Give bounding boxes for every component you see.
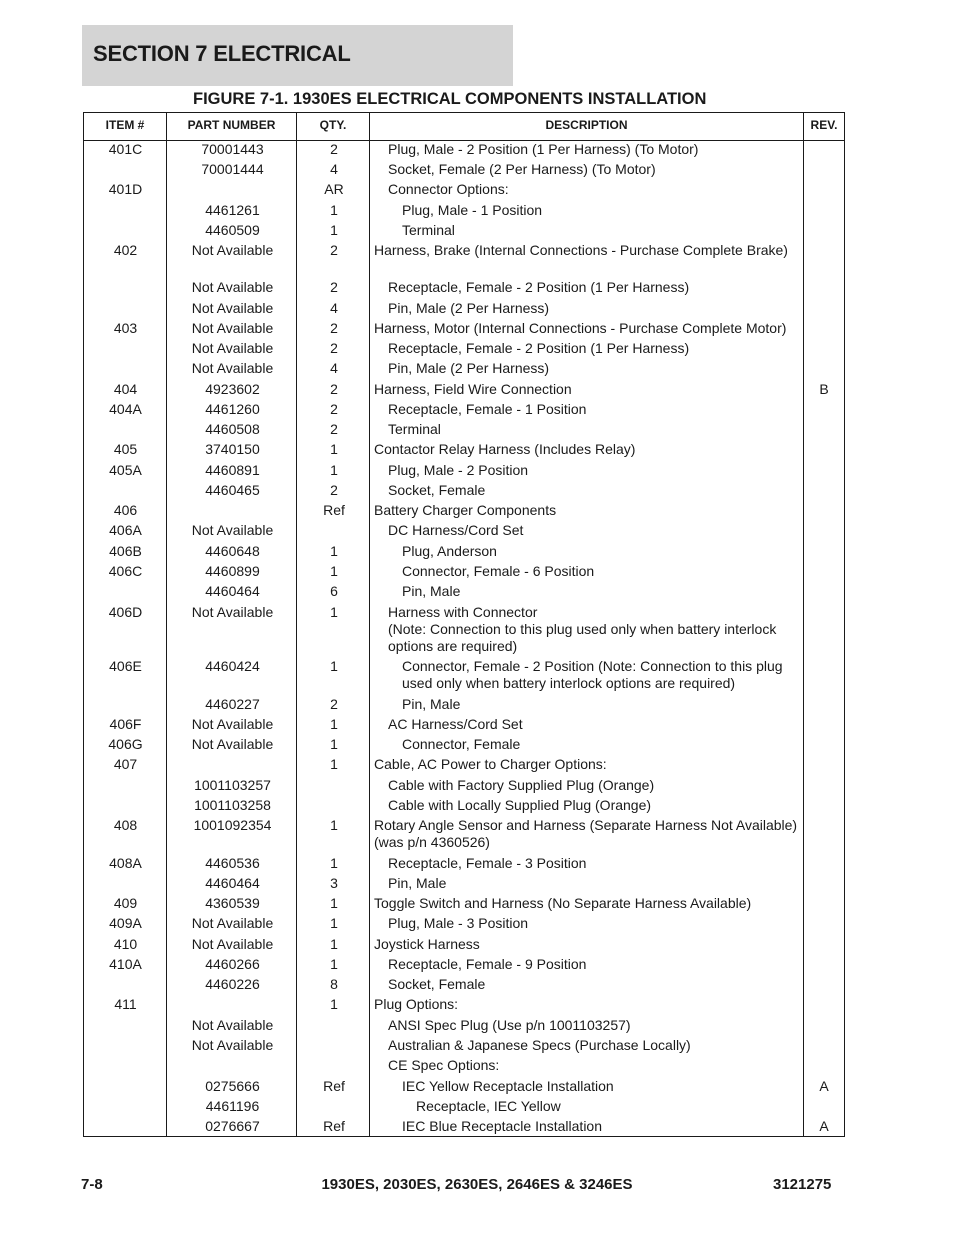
part-number-cell: 4460266 <box>205 956 260 972</box>
document-number: 3121275 <box>773 1176 832 1193</box>
part-number-cell: 4461196 <box>205 1098 260 1114</box>
table-header-row <box>84 113 844 141</box>
item-cell: 410A <box>109 956 142 972</box>
part-number-cell: 4923602 <box>205 381 260 397</box>
qty-cell: 2 <box>330 421 338 437</box>
description-cell: Connector, Female - 6 Position <box>402 563 595 579</box>
qty-cell: 4 <box>330 360 338 376</box>
qty-cell: 1 <box>330 736 338 752</box>
description-cell: Receptacle, IEC Yellow <box>416 1098 561 1114</box>
part-number-cell: 70001444 <box>201 161 264 177</box>
item-cell: 402 <box>113 242 138 258</box>
description-cell: Joystick Harness <box>374 936 480 952</box>
part-number-cell: 70001443 <box>201 141 264 157</box>
part-number-cell: Not Available <box>191 522 274 538</box>
description-cell: Plug, Male - 2 Position (1 Per Harness) (To Motor) <box>388 141 699 157</box>
qty-cell: 1 <box>330 895 338 911</box>
part-number-cell: Not Available <box>191 604 274 620</box>
part-number-cell: 4460227 <box>205 696 260 712</box>
description-cell: Plug, Male - 2 Position <box>388 462 529 478</box>
description-cell: Receptacle, Female - 2 Position (1 Per Harness) <box>388 279 690 295</box>
description-cell: Pin, Male <box>388 875 447 891</box>
qty-cell: 1 <box>330 604 338 620</box>
part-number-cell: 0276667 <box>205 1118 260 1134</box>
description-cell: Plug, Male - 1 Position <box>402 202 543 218</box>
part-number-cell: 4460899 <box>205 563 260 579</box>
item-cell: 406 <box>113 502 138 518</box>
item-cell: 411 <box>114 996 137 1012</box>
qty-cell: 1 <box>330 996 338 1012</box>
description-cell: Cable with Locally Supplied Plug (Orange) <box>388 797 652 813</box>
part-number-cell: 1001103257 <box>194 777 271 793</box>
description-cell: Pin, Male (2 Per Harness) <box>388 300 550 316</box>
footer-models: 1930ES, 2030ES, 2630ES, 2646ES & 3246ES <box>321 1176 633 1193</box>
description-cell: Receptacle, Female - 3 Position <box>388 855 587 871</box>
qty-cell: 6 <box>330 583 338 599</box>
item-cell: 406E <box>109 658 142 674</box>
part-number-cell: Not Available <box>191 360 274 376</box>
part-number-cell: 4360539 <box>205 895 260 911</box>
description-cell: Harness with Connector (Note: Connection to this plug used only when battery interlock options are required) <box>388 604 777 654</box>
item-cell: 410 <box>113 936 138 952</box>
description-cell: Plug, Male - 3 Position <box>388 915 529 931</box>
qty-cell: AR <box>324 181 344 197</box>
item-cell: 406C <box>108 563 143 579</box>
qty-cell: 2 <box>330 381 338 397</box>
part-number-cell: Not Available <box>191 736 274 752</box>
description-cell: Cable, AC Power to Charger Options: <box>374 756 607 772</box>
part-number-cell: 4460424 <box>205 658 260 674</box>
qty-cell: 1 <box>330 202 338 218</box>
part-number-cell: Not Available <box>191 320 274 336</box>
description-cell: IEC Yellow Receptacle Installation <box>402 1078 614 1094</box>
qty-cell: 1 <box>330 817 338 833</box>
item-cell: 401C <box>108 141 143 157</box>
qty-cell: 1 <box>330 716 338 732</box>
qty-cell: Ref <box>323 1078 345 1094</box>
qty-cell: 2 <box>330 320 338 336</box>
part-number-cell: 4460465 <box>205 482 260 498</box>
description-cell: Connector Options: <box>388 181 509 197</box>
description-cell: Pin, Male <box>402 696 461 712</box>
item-cell: 405A <box>109 462 142 478</box>
qty-cell: 1 <box>330 222 338 238</box>
part-number-cell: 4460536 <box>205 855 260 871</box>
description-cell: Receptacle, Female - 1 Position <box>388 401 587 417</box>
description-cell: Plug, Anderson <box>402 543 497 559</box>
part-number-cell: 0275666 <box>205 1078 260 1094</box>
part-number-cell: Not Available <box>191 936 274 952</box>
description-cell: IEC Blue Receptacle Installation <box>402 1118 602 1134</box>
item-cell: 401D <box>108 181 143 197</box>
item-cell: 409 <box>113 895 138 911</box>
qty-cell: Ref <box>323 502 345 518</box>
qty-cell: 1 <box>330 543 338 559</box>
description-cell: Harness, Field Wire Connection <box>374 381 572 397</box>
part-number-cell: 4460648 <box>205 543 260 559</box>
qty-cell: 1 <box>330 915 338 931</box>
column-header-part-number: PART NUMBER <box>187 118 276 132</box>
description-cell: AC Harness/Cord Set <box>388 716 523 732</box>
part-number-cell: 4461260 <box>205 401 260 417</box>
description-cell: Battery Charger Components <box>374 502 557 518</box>
qty-cell: Ref <box>323 1118 345 1134</box>
description-cell: Harness, Brake (Internal Connections - Purchase Complete Brake) <box>374 242 788 258</box>
qty-cell: 1 <box>330 936 338 952</box>
qty-cell: 2 <box>330 141 338 157</box>
qty-cell: 4 <box>330 161 338 177</box>
description-cell: Harness, Motor (Internal Connections - Purchase Complete Motor) <box>374 320 787 336</box>
item-cell: 406A <box>109 522 142 538</box>
qty-cell: 1 <box>330 855 338 871</box>
part-number-cell: Not Available <box>191 1037 274 1053</box>
column-header-rev: REV. <box>810 118 838 132</box>
section-title: SECTION 7 ELECTRICAL <box>93 41 351 66</box>
description-cell: Rotary Angle Sensor and Harness (Separate Harness Not Available) (was p/n 4360526) <box>374 817 798 850</box>
qty-cell: 2 <box>330 340 338 356</box>
description-cell: Plug Options: <box>374 996 459 1012</box>
item-cell: 408A <box>109 855 142 871</box>
qty-cell: 2 <box>330 696 338 712</box>
item-cell: 406F <box>109 716 142 732</box>
part-number-cell: Not Available <box>191 242 274 258</box>
item-cell: 406B <box>109 543 142 559</box>
description-cell: Connector, Female <box>402 736 521 752</box>
qty-cell: 1 <box>330 756 338 772</box>
item-cell: 407 <box>113 756 138 772</box>
rev-cell: A <box>819 1078 829 1094</box>
item-cell: 406D <box>108 604 143 620</box>
part-number-cell: 1001103258 <box>194 797 271 813</box>
part-number-cell: Not Available <box>191 1017 274 1033</box>
description-cell: Connector, Female - 2 Position (Note: Connection to this plug used only when battery interlock options are required) <box>402 658 783 691</box>
part-number-cell: 4460226 <box>205 976 260 992</box>
qty-cell: 2 <box>330 401 338 417</box>
qty-cell: 1 <box>330 563 338 579</box>
qty-cell: 2 <box>330 482 338 498</box>
description-cell: Pin, Male <box>402 583 461 599</box>
item-cell: 403 <box>113 320 138 336</box>
part-number-cell: 4460891 <box>205 462 260 478</box>
description-cell: Cable with Factory Supplied Plug (Orange) <box>388 777 655 793</box>
qty-cell: 1 <box>330 462 338 478</box>
column-header-qty: QTY. <box>319 118 347 132</box>
description-cell: Terminal <box>388 421 441 437</box>
part-number-cell: Not Available <box>191 716 274 732</box>
part-number-cell: Not Available <box>191 279 274 295</box>
item-cell: 404A <box>109 401 142 417</box>
parts-table <box>83 112 845 1137</box>
column-header-item: ITEM # <box>105 118 145 132</box>
description-cell: CE Spec Options: <box>388 1057 500 1073</box>
part-number-cell: 4460508 <box>205 421 260 437</box>
part-number-cell: 4460464 <box>205 875 260 891</box>
part-number-cell: Not Available <box>191 300 274 316</box>
qty-cell: 4 <box>330 300 338 316</box>
part-number-cell: 4461261 <box>205 202 260 218</box>
qty-cell: 3 <box>330 875 338 891</box>
qty-cell: 1 <box>330 441 338 457</box>
description-cell: Socket, Female <box>388 482 486 498</box>
rev-cell: A <box>819 1118 829 1134</box>
description-cell: Receptacle, Female - 9 Position <box>388 956 587 972</box>
description-cell: Terminal <box>402 222 455 238</box>
column-header-description: DESCRIPTION <box>545 118 628 132</box>
figure-title: FIGURE 7-1. 1930ES ELECTRICAL COMPONENTS INSTALLATION <box>193 90 707 108</box>
description-cell: Australian & Japanese Specs (Purchase Locally) <box>388 1037 691 1053</box>
qty-cell: 8 <box>330 976 338 992</box>
section-banner <box>82 25 513 86</box>
description-cell: Toggle Switch and Harness (No Separate Harness Available) <box>374 895 752 911</box>
item-cell: 404 <box>113 381 138 397</box>
item-cell: 408 <box>113 817 138 833</box>
description-cell: Socket, Female (2 Per Harness) (To Motor) <box>388 161 656 177</box>
description-cell: Contactor Relay Harness (Includes Relay) <box>374 441 636 457</box>
qty-cell: 2 <box>330 279 338 295</box>
part-number-cell: Not Available <box>191 915 274 931</box>
rev-cell: B <box>819 381 829 397</box>
description-cell: Socket, Female <box>388 976 486 992</box>
part-number-cell: 3740150 <box>205 441 260 457</box>
part-number-cell: Not Available <box>191 340 274 356</box>
qty-cell: 2 <box>330 242 338 258</box>
description-cell: Receptacle, Female - 2 Position (1 Per Harness) <box>388 340 690 356</box>
part-number-cell: 1001092354 <box>193 817 272 833</box>
part-number-cell: 4460464 <box>205 583 260 599</box>
item-cell: 405 <box>113 441 138 457</box>
part-number-cell: 4460509 <box>205 222 260 238</box>
description-cell: ANSI Spec Plug (Use p/n 1001103257) <box>388 1017 631 1033</box>
qty-cell: 1 <box>330 658 338 674</box>
qty-cell: 1 <box>330 956 338 972</box>
item-cell: 406G <box>108 736 143 752</box>
table-body <box>84 141 844 1136</box>
page-number: 7-8 <box>81 1176 103 1193</box>
description-cell: Pin, Male (2 Per Harness) <box>388 360 550 376</box>
description-cell: DC Harness/Cord Set <box>388 522 524 538</box>
item-cell: 409A <box>109 915 142 931</box>
